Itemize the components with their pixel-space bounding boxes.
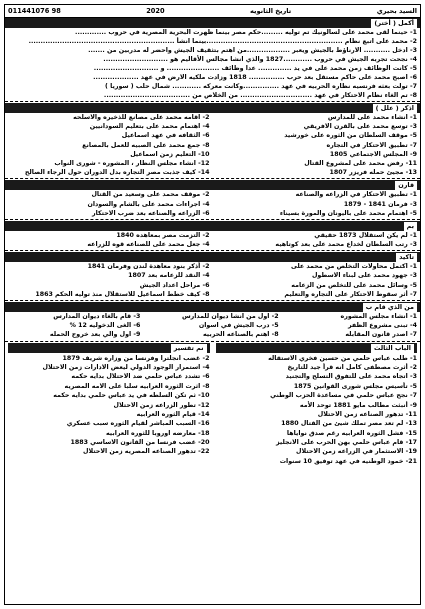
question-item: 8- اهتم بالصناعه الحربيه xyxy=(202,331,279,339)
section-who-heading: من الذي قام ب xyxy=(5,302,420,312)
question-item: 21- خمود الوطنيه في عهد توفيق 10 سنوات xyxy=(279,457,417,465)
question-item: 2- اقامه محمد على مصانع للذخيره والاسلحه xyxy=(73,114,210,121)
question-item: 6- الغى الدخوليه 12 % xyxy=(69,322,141,330)
question-item: 2- موقف محمد على وسعيد من القتال xyxy=(91,191,210,199)
divider xyxy=(5,341,420,342)
question-item: 3- رتب السلطان لخداع محمد على بعد كوتاهيه xyxy=(275,241,417,249)
chapter-three-heading: الباب الثالث xyxy=(216,343,418,353)
question-item: 3- اتجاه محمد على للتفوق التسلح والتجنيد xyxy=(285,373,417,381)
question-item: 13- مجيئ حمله فريزر 1807 xyxy=(329,169,417,177)
section-reasons xyxy=(5,113,420,177)
section-explain-heading: بم xyxy=(5,221,420,231)
question-item: 14- كيف جذبت مصر التجاره بدل الدوران حول الرجاء الصالح xyxy=(24,169,210,177)
section-compare xyxy=(5,190,420,218)
question-item: 14- قيام الثوره العرابيه xyxy=(136,410,210,418)
subject-title: تاريخ الثانويه xyxy=(250,7,292,15)
question-item: 12- تطور الزراعه زمن الاحتلال xyxy=(113,401,210,409)
question-item: 9- أنبثت مطالب مايو 1881 توحد الأمه xyxy=(299,401,417,409)
section-reasons-heading: اذكر ( علل ) xyxy=(5,103,420,113)
divider xyxy=(5,101,420,102)
question-item: 22- تدهور الصناعه المصريه زمن الاحتلال xyxy=(82,448,210,456)
question-line: 5- كانت الوظائف زمن محمد على في يد .............. عدا وظائف ...................... و ........................... xyxy=(93,65,417,72)
question-item: 3- فرمان 1841 - 1879 xyxy=(343,200,417,208)
question-line: 2- محمد على اتبع نظام .........................................................بينما انشأ ............................................................. xyxy=(28,38,417,45)
question-item: 6- تشدد عباس حلمي ضد الاحتلال بدايه حكمه xyxy=(71,373,210,381)
phone-number: 011441076 98 xyxy=(8,7,61,15)
question-line: 3- ادخل ........... الارناؤط بالجيش ويعبر ..................من اهتم بتثقيف الجيش واحضر له مدربين من ....... xyxy=(88,47,417,54)
page-header xyxy=(5,5,420,18)
question-item: 1- لم يكن استقلال 1873 حقيقي xyxy=(314,231,417,239)
question-item: 4- جعل محمد على للصناعه قوه للزراعه xyxy=(87,241,210,249)
question-item: 4- اجراءات محمد على بالشام والسودان xyxy=(87,200,210,208)
question-line: 7- تولت بعثه فرنسيه نظاره الحربيه في عهد ...............وكانت معركه ............ شمال حلب ( سوريا ) xyxy=(105,83,417,90)
question-item: 7- أثر سقوط الاحتكار على التجاره والتعليم xyxy=(284,290,417,298)
question-item: 5- اهتمام محمد على باليونان والمورة بسيناء xyxy=(279,209,417,217)
question-item: 8- كيف خطط اسماعيل للاستقلال منذ توليه الحكم 1863 xyxy=(35,290,210,298)
question-item: 15- فشل الثوره العرابيه رغم صدق نواياها xyxy=(286,429,417,437)
divider xyxy=(5,178,420,179)
question-item: 3- جهود محمد على لبناء الاسطول xyxy=(311,272,417,280)
question-item: 4- اهتمام محمد على بتعليم السودانيين xyxy=(89,123,210,131)
question-item: 6- مراحل اعداد الجيش xyxy=(139,281,210,289)
question-item: 5- درب الجيش في اسوان xyxy=(198,322,279,330)
question-line: 4- نجحت تجربه الجيش في حروب ............1827 والذي انشا مجالس الأقاليم هو ........................... xyxy=(103,56,417,63)
chapter-three-left-column xyxy=(8,343,210,467)
question-item: 10- التعليم زمن اسماعيل xyxy=(130,150,210,158)
question-item: 1- تطبيق الاحتكار في الزراعه والصناعه xyxy=(295,191,417,199)
question-item: 3- توسع محمد على بالقرن الافريقي xyxy=(303,123,417,131)
question-item: 2- أذكر بنود معاهدة لندن وفرمان 1841 xyxy=(87,263,210,271)
chapter-three-right-column xyxy=(216,343,418,467)
question-item: 3- قام بالغاء ديوان المدارس xyxy=(53,313,141,320)
section-complete-heading: أكمل ( أختر) xyxy=(5,18,420,28)
section-who xyxy=(5,312,420,340)
question-item: 11- رفض محمد على لمشروع القتال xyxy=(304,159,417,167)
question-item: 2- غضب انجلترا وفرنسا من وزاره شريف 1879 xyxy=(62,354,210,362)
question-item: 10- ثم تكن السلطه في يد عباس حلمي بدايه حكمه xyxy=(53,392,210,400)
interpret-heading: نم تقسير xyxy=(8,343,210,353)
worksheet-page xyxy=(4,4,421,605)
section-mention-heading: تاكيد xyxy=(5,252,420,262)
question-item: 20- غضب فرنسا من القانون الاساسي 1883 xyxy=(70,439,210,447)
question-line: 6- اصبح محمد على حاكم مستقل بعد حرب ............... 1818 وزادت ملكيه الارض في عهد ................... xyxy=(93,74,417,81)
question-item: 7- اصدر قانون المقابله xyxy=(345,331,417,339)
question-item: 13- لم تعد مصر تملك شيئ من القتال 1880 xyxy=(281,420,417,428)
question-item: 19- الاستثمار في الزراعه زمن الاحتلال xyxy=(296,448,417,456)
question-item: 7- تطبيق الاحتكار في التجاره xyxy=(326,141,417,149)
question-item: 8- جمع محمد على الصبيه للعمل بالمصانع xyxy=(82,141,210,149)
question-item: 5- موقف السلطان من الثوره على خورشيد xyxy=(284,132,417,140)
question-item: 11- تدهور الصناعه زمن الاحتلال xyxy=(317,410,417,418)
question-item: 17- قام عباس حلمي بهن الحرب على الانجليز xyxy=(276,439,417,447)
question-item: 16- السبب المباشر لقيام الثوره سبب عسكري xyxy=(66,420,210,428)
divider xyxy=(5,250,420,251)
question-line: 8- تم الغاء نظام الاحتكار في عهد .............................. من الخلاص من .................................... xyxy=(103,92,417,99)
teacher-name: السيد بحيري xyxy=(376,7,417,15)
year-label: 2020 xyxy=(146,7,165,15)
question-item: 5- وسائل محمد على للتخلص من الزعامه xyxy=(291,281,417,289)
question-item: 1- انشاء محمد على للمدارس xyxy=(327,114,417,121)
divider xyxy=(5,219,420,220)
question-item: 7- نجح عباس حلمي في مساعدة الحزب الوطني xyxy=(270,392,417,400)
question-item: 18- معارضه اوروبا للثوره العرابيه xyxy=(105,429,210,437)
question-item: 12- انشاء مجلس النظار ، المشوره - شورى النواب xyxy=(54,159,210,167)
question-item: 8- اثرت الثوره العرابيه سلبا على الامه المصريه xyxy=(64,382,210,390)
question-item: 1- طلب عباس حلمي من حسين فخري الاستقاله xyxy=(268,354,417,362)
section-explain xyxy=(5,231,420,249)
question-item: 1- انشاء مجلس المشوره xyxy=(340,313,417,320)
question-item: 5- تأسيس مجلس شورى القوانين 1875 xyxy=(293,382,417,390)
question-item: 6- الزراعه والصناعه بعد ضرب الاحتكار xyxy=(92,209,210,217)
question-item: 6- الثقافه في عهد اسماعيل xyxy=(121,132,210,140)
question-line: 1- حينما لقى محمد على لسالونيك تم توليه .........حكم مصر بينما ظهرت البحرية المصرية في حروب ............. xyxy=(75,29,417,36)
question-item: 4- تبنى مشروع الظفر xyxy=(347,322,417,330)
question-item: 4- النقد للزعامه بعد 1807 xyxy=(128,272,210,280)
section-complete xyxy=(5,28,420,100)
question-item: 4- استمرار الوجود الدولي ليعض الادارات زمن الاحتلال xyxy=(42,363,210,371)
question-item: 2- اول من انشا ديوان للمدارس xyxy=(181,313,279,320)
section-mention xyxy=(5,262,420,299)
question-item: 9- المجلس الاجتماعي 1805 xyxy=(329,150,417,158)
question-item: 9- اول والي بعد خروج الحمله xyxy=(49,331,141,339)
question-item: 2- أثرت مصطفى كامل انه قرأ جيد للتاريخ xyxy=(287,363,417,371)
question-item: 2- التزمت مصر بمعاهده 1840 xyxy=(116,231,210,239)
section-chapter-three xyxy=(5,343,420,467)
section-compare-heading: قارن xyxy=(5,180,420,190)
question-item: 1- اكتمل محاولات التخلص من محمد على xyxy=(290,263,417,271)
divider xyxy=(5,300,420,301)
